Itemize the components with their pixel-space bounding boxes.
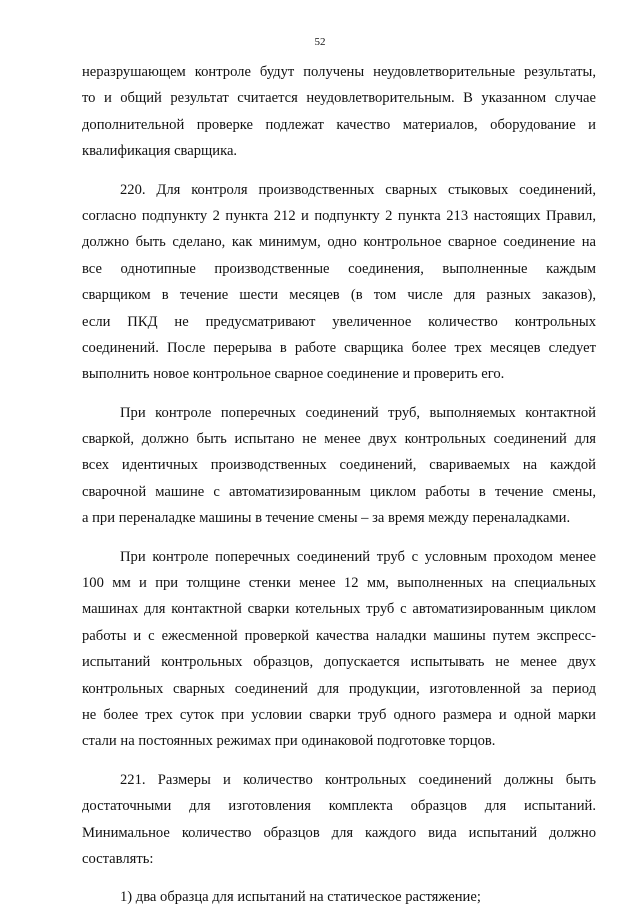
page-number: 52 [314,36,326,48]
text-line: 1) два образца для испытаний на статическое растяжение; [120,889,481,906]
text-line: выполнить новое контрольное сварное соединение и проверить его. [82,366,505,383]
text-line: не более трех суток при условии сварки труб одного размера и одной марки [82,706,596,723]
text-line: машинах для контактной сварки котельных труб с автоматизированным циклом [82,601,596,618]
text-line: сварочной машине с автоматизированным циклом работы в течение смены, [82,483,596,500]
text-line: 100 мм и при толщине стенки менее 12 мм, выполненных на специальных [82,575,596,592]
document-body [82,59,596,911]
paragraph [82,59,596,165]
paragraph-gap [82,165,596,177]
text-line: 220. Для контроля производственных сварных стыковых соединений, [120,181,596,198]
text-line: составлять: [82,850,154,867]
paragraph [82,767,596,873]
text-line: сварщиком в течение шести месяцев (в том числе для разных заказов), [82,287,596,304]
text-line: стали на постоянных режимах при одинаковой подготовке торцов. [82,733,496,750]
text-line: сваркой, должно быть испытано не менее двух контрольных соединений для [82,431,596,448]
paragraph [82,544,596,755]
text-line: должно быть сделано, как минимум, одно контрольное сварное соединение на [82,234,596,251]
paragraph [82,400,596,532]
paragraph-gap [82,755,596,767]
text-line: неразрушающем контроле будут получены неудовлетворительные результаты, [82,64,596,80]
text-line: согласно подпункту 2 пункта 212 и подпункту 2 пункта 213 настоящих Правил, [82,207,596,224]
text-line: При контроле поперечных соединений труб с условным проходом менее [120,548,596,565]
text-line: дополнительной проверке подлежат качество материалов, оборудование и [82,116,596,133]
text-line: достаточными для изготовления комплекта образцов для испытаний. [82,798,596,815]
text-line: испытаний контрольных образцов, допускается испытывать не менее двух [82,654,596,671]
text-line: всех идентичных производственных соединений, свариваемых на каждой [82,457,596,474]
paragraph-gap [82,872,596,884]
text-line: то и общий результат считается неудовлетворительным. В указанном случае [82,90,596,107]
text-line: контрольных сварных соединений для продукции, изготовленной за период [82,680,596,697]
text-line: а при переналадке машины в течение смены – за время между переналадками. [82,510,571,527]
text-line: работы и с ежесменной проверкой качества наладки машины путем экспресс- [82,627,596,644]
paragraph-gap [82,532,596,544]
text-line: Минимальное количество образцов для каждого вида испытаний должно [82,824,596,841]
text-line: соединений. После перерыва в работе сварщика более трех месяцев следует [82,339,596,356]
paragraph-gap [82,388,596,400]
paragraph [82,884,596,910]
paragraph [82,177,596,388]
text-line: если ПКД не предусматривают увеличенное количество контрольных [82,313,596,330]
text-line: квалификация сварщика. [82,143,238,160]
text-line: При контроле поперечных соединений труб, выполняемых контактной [120,404,596,421]
text-line: все однотипные производственные соединения, выполненные каждым [82,260,596,277]
text-line: 221. Размеры и количество контрольных соединений должны быть [120,771,596,788]
